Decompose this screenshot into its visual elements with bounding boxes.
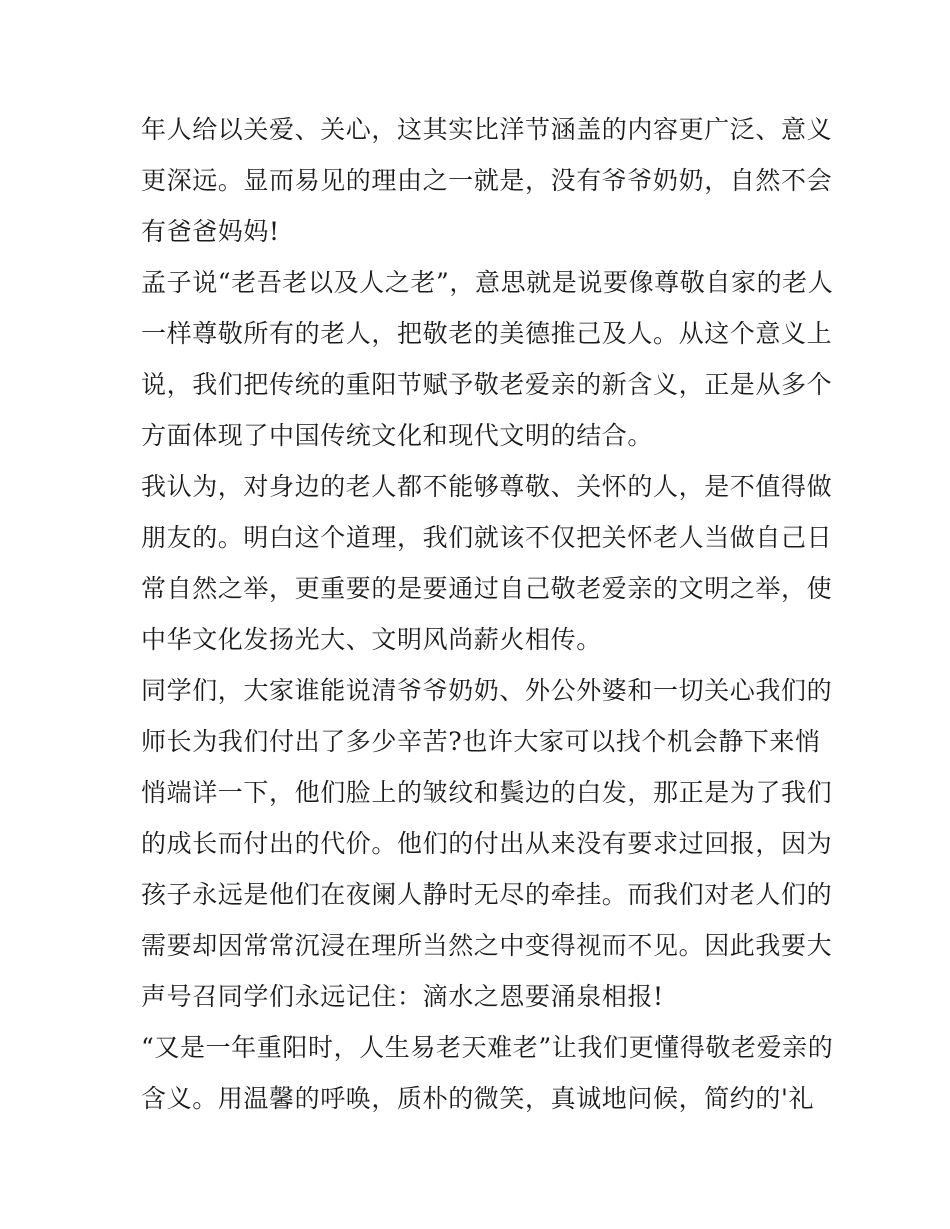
text-line: 声号召同学们永远记住：滴水之恩要涌泉相报! — [141, 982, 664, 1011]
text-line: 有爸爸妈妈! — [141, 217, 280, 246]
text-line: 说，我们把传统的重阳节赋予敬老爱亲的新含义，正是从多个 — [141, 370, 833, 399]
text-line: 孩子永远是他们在夜阑人静时无尽的牵挂。而我们对老人们的 — [141, 880, 833, 909]
text-line: 方面体现了中国传统文化和现代文明的结合。 — [141, 421, 654, 450]
text-line: 需要却因常常沉浸在理所当然之中变得视而不见。因此我要大 — [141, 931, 833, 960]
text-line: 师长为我们付出了多少辛苦?也许大家可以找个机会静下来悄 — [141, 727, 821, 756]
text-line: “又是一年重阳时，人生易老天难老”让我们更懂得敬老爱亲的 — [141, 1033, 834, 1062]
text-line: 朋友的。明白这个道理，我们就该不仅把关怀老人当做自己日 — [141, 523, 833, 552]
text-line: 一样尊敬所有的老人，把敬老的美德推己及人。从这个意义上 — [141, 319, 833, 348]
text-line: 更深远。显而易见的理由之一就是，没有爷爷奶奶，自然不会 — [141, 166, 833, 195]
text-line: 悄端详一下，他们脸上的皱纹和鬓边的白发，那正是为了我们 — [141, 778, 833, 807]
text-line: 常自然之举，更重要的是要通过自己敬老爱亲的文明之举，使 — [141, 574, 833, 603]
document-body — [141, 104, 834, 1124]
text-line: 孟子说“老吾老以及人之老”，意思就是说要像尊敬自家的老人 — [141, 268, 834, 297]
text-line: 我认为，对身边的老人都不能够尊敬、关怀的人，是不值得做 — [141, 472, 833, 501]
text-line: 年人给以关爱、关心，这其实比洋节涵盖的内容更广泛、意义 — [141, 115, 833, 144]
text-line: 含义。用温馨的呼唤，质朴的微笑，真诚地问候，简约的'礼 — [141, 1084, 815, 1113]
text-line: 的成长而付出的代价。他们的付出从来没有要求过回报，因为 — [141, 829, 833, 858]
text-line: 中华文化发扬光大、文明风尚薪火相传。 — [141, 625, 602, 654]
text-line: 同学们，大家谁能说清爷爷奶奶、外公外婆和一切关心我们的 — [141, 676, 833, 705]
